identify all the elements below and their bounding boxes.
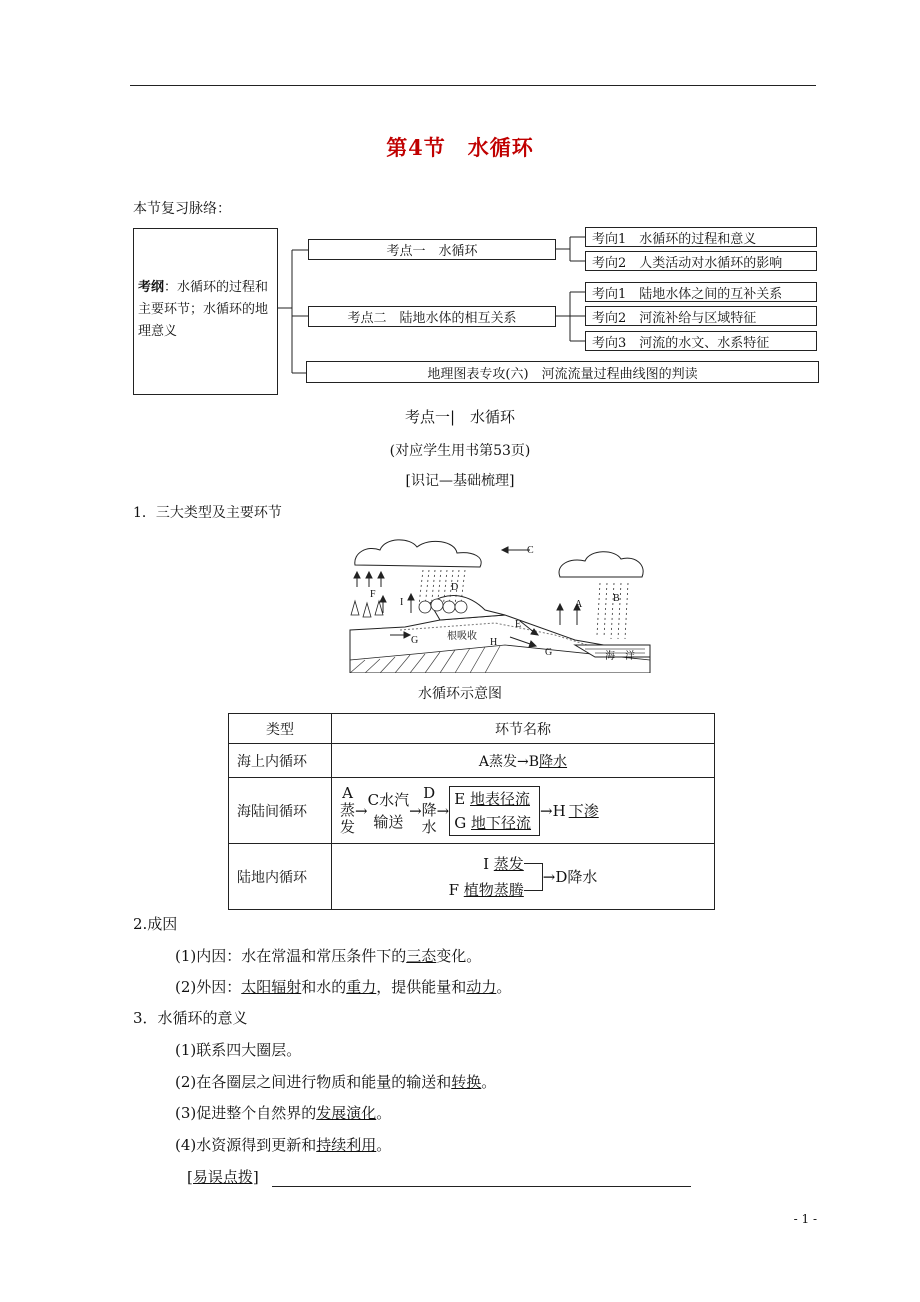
clouds: [355, 540, 643, 577]
row-type: 海陆间循环: [229, 778, 332, 844]
label-G1: G: [411, 635, 419, 646]
table-row: [229, 844, 715, 910]
label-sea: 海 洋: [605, 651, 635, 662]
point-2-sub-3: 考向3 河流的水文、水系特征: [585, 331, 817, 351]
item-2-title: 2.成因: [133, 915, 178, 933]
row-type: 海上内循环: [229, 744, 332, 778]
table-header: 环节名称: [332, 714, 715, 744]
item-3-line-4: (4)水资源得到更新和持续利用。: [175, 1136, 392, 1154]
label-A: A: [575, 599, 583, 610]
outline-left-box: 考纲：水循环的过程和主要环节；水循环的地理意义: [133, 228, 278, 395]
label-root: 根吸收: [447, 631, 477, 642]
section-tag: [识记—基础梳理]: [405, 473, 515, 489]
label-G2: G: [545, 647, 553, 658]
row-steps: A 蒸 发 → C水汽 输送 → D 降 水 → E 地表径流 G 地下径流 →H 下渗: [332, 778, 715, 844]
table-header: 类型: [229, 714, 332, 744]
table-row: [229, 744, 715, 778]
label-I: I: [400, 597, 404, 608]
figure-caption: 水循环示意图: [418, 686, 502, 702]
label-B: B: [613, 593, 620, 604]
item-3-line-1: (1)联系四大圈层。: [175, 1041, 302, 1059]
label-H: H: [490, 637, 498, 648]
item-3-line-2: (2)在各圈层之间进行物质和能量的输送和转换。: [175, 1073, 497, 1091]
label-C: C: [527, 545, 534, 556]
point-1-box: 考点一 水循环: [308, 239, 556, 260]
row-steps: A蒸发→B降水: [332, 744, 715, 778]
point-2-box: 考点二 陆地水体的相互关系: [308, 306, 556, 327]
outline-label: 本节复习脉络：: [133, 201, 231, 217]
item-2-line-2: (2)外因：太阳辐射和水的重力，提供能量和动力。: [175, 978, 512, 996]
item-3-line-3: (3)促进整个自然界的发展演化。: [175, 1104, 392, 1122]
section-heading: 考点一| 水循环: [404, 408, 516, 426]
point-1-sub-1: 考向1 水循环的过程和意义: [585, 227, 817, 247]
page-title: 第4节 水循环: [386, 135, 534, 160]
label-F: F: [370, 589, 376, 600]
special-topic-box: 地理图表专攻(六) 河流流量过程曲线图的判读: [306, 361, 819, 383]
label-D: D: [451, 582, 459, 593]
cycle-table: [228, 713, 715, 910]
item-1-title: 1．三大类型及主要环节: [133, 505, 282, 521]
row-steps: I 蒸发 F 植物蒸腾 →D降水: [332, 844, 715, 910]
outline-left-text: 水循环的过程和主要环节；水循环的地理意义: [138, 280, 269, 339]
table-header-row: [229, 714, 715, 744]
item-3-title: 3．水循环的意义: [133, 1009, 248, 1027]
page-number: - 1 -: [793, 1212, 817, 1226]
section-ref: (对应学生用书第53页): [389, 443, 531, 459]
water-cycle-diagram: [345, 535, 660, 673]
outline-tag: 考纲: [138, 280, 165, 295]
point-2-sub-2: 考向2 河流补给与区域特征: [585, 306, 817, 326]
label-E: E: [515, 619, 522, 630]
point-1-sub-2: 考向2 人类活动对水循环的影响: [585, 251, 817, 271]
item-2-line-1: (1)内因：水在常温和常压条件下的三态变化。: [175, 947, 482, 965]
table-row: [229, 778, 715, 844]
tip-rule: [272, 1186, 691, 1187]
tip-label: [易误点拨]: [187, 1168, 259, 1186]
row-type: 陆地内循环: [229, 844, 332, 910]
point-2-sub-1: 考向1 陆地水体之间的互补关系: [585, 282, 817, 302]
